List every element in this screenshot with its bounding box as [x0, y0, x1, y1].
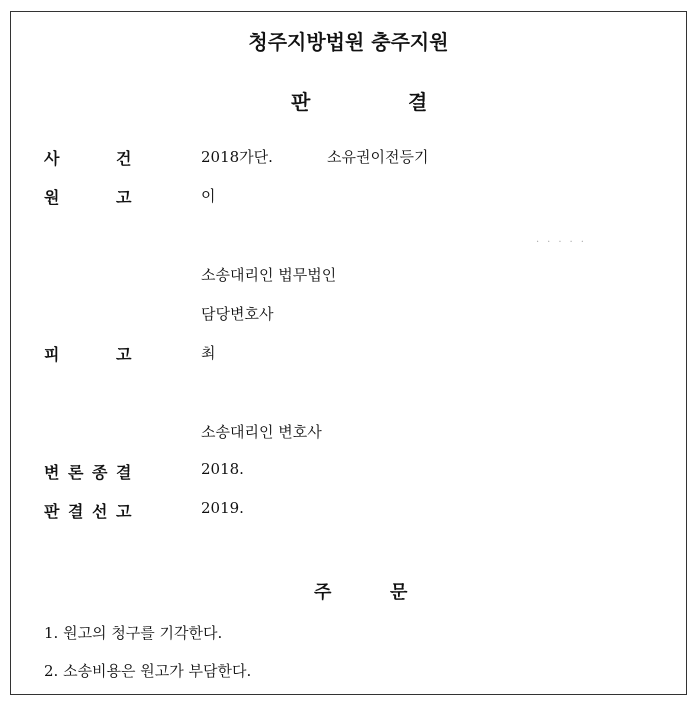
document-title-char: 결 — [408, 90, 428, 114]
plaintiff-attorney: 소송대리인 법무법인 — [201, 266, 337, 284]
document-title-char: 판 — [291, 90, 311, 114]
plaintiff-name: 이 — [201, 187, 216, 205]
document-title — [0, 86, 697, 112]
case-name: 소유권이전등기 — [327, 148, 429, 166]
defendant-attorney: 소송대리인 변호사 — [201, 423, 322, 441]
court-name: 청주지방법원 충주지원 — [248, 30, 449, 54]
closing-date: 2018. — [201, 460, 244, 478]
order-item: 1. 원고의 청구를 기각한다. — [44, 624, 223, 642]
case-number: 2018가단. — [201, 148, 273, 166]
plaintiff-lawyer: 담당변호사 — [201, 305, 274, 323]
order-item: 2. 소송비용은 원고가 부담한다. — [44, 662, 252, 680]
order-heading: 주 문 — [314, 582, 408, 603]
ruling-date: 2019. — [201, 499, 244, 517]
defendant-name: 최 — [201, 344, 216, 362]
redaction-dots: ..... — [536, 234, 592, 245]
